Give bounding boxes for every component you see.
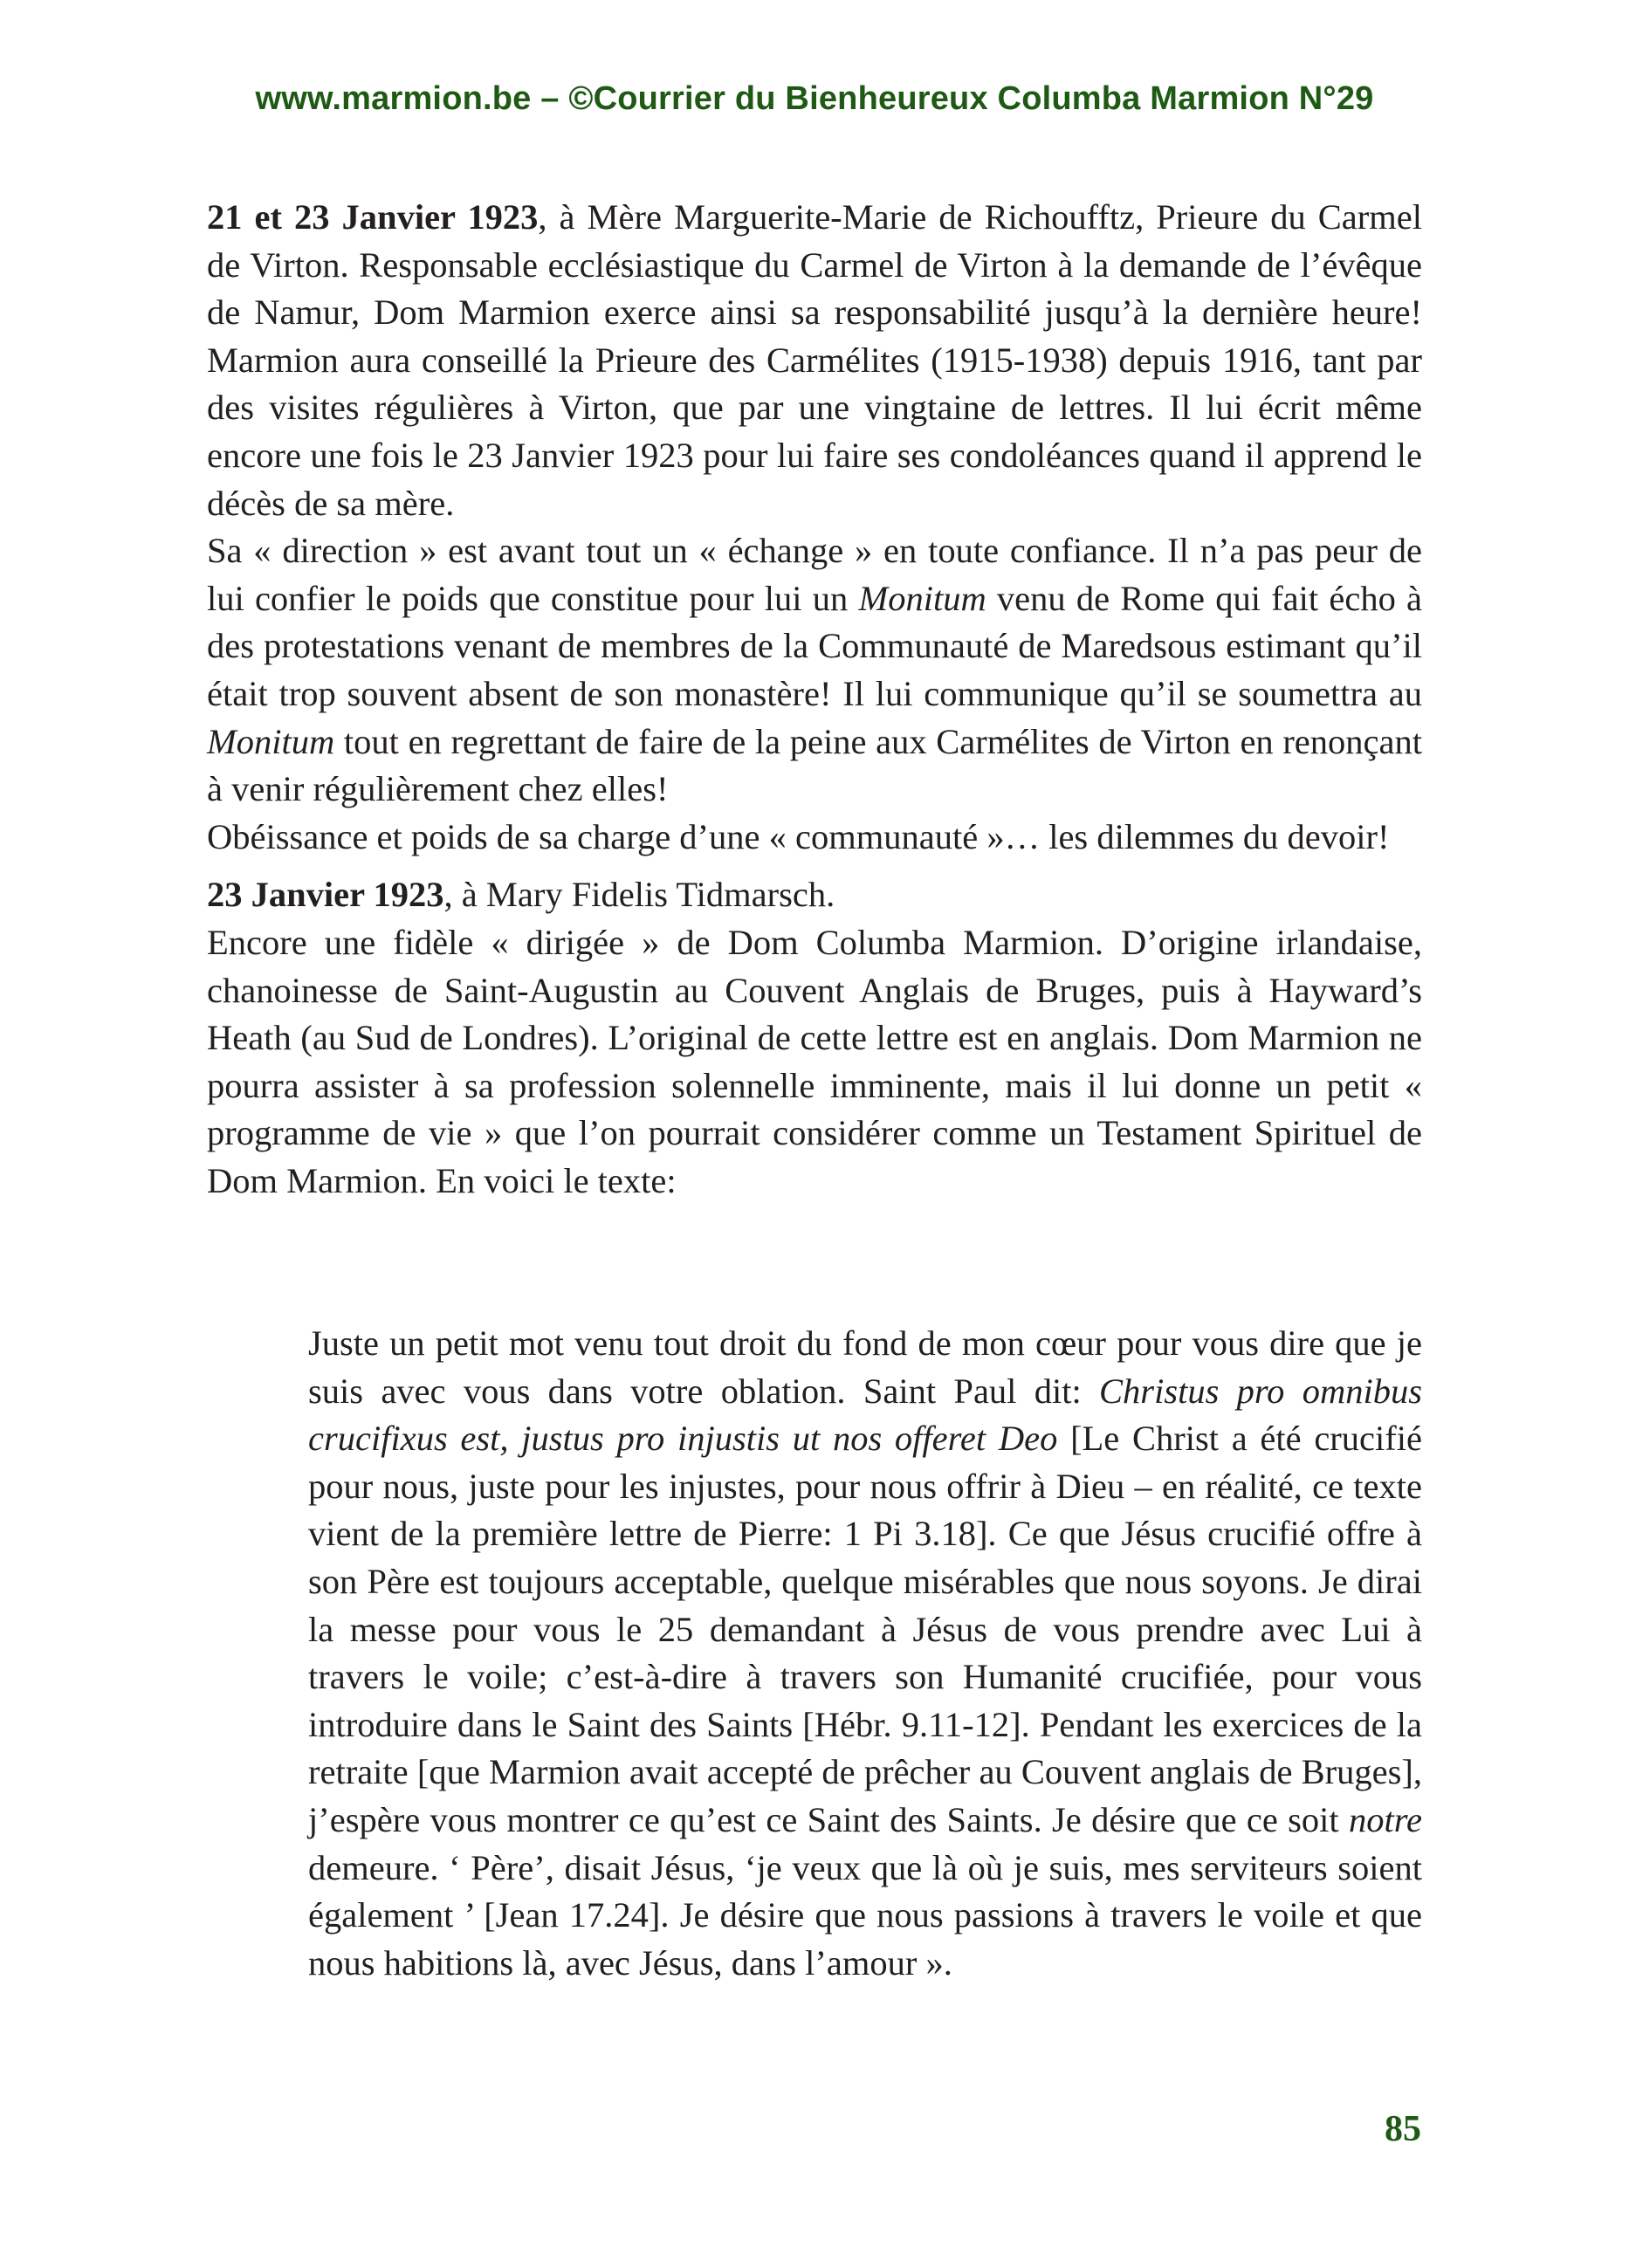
monitum-term: Monitum: [858, 578, 986, 618]
direction-text-c: tout en regrettant de faire de la peine aux Carmélites de Virton en renonçant à venir régulièrement chez elles!: [207, 721, 1422, 809]
entry-2-description-paragraph: Encore une fidèle « dirigée » de Dom Columba Marmion. D’origine irlandaise, chanoinesse de Saint-Augustin au Couvent Anglais de Bruges, puis à Hayward’s Heath (au Sud de Londres). L’original de cette lettre est en anglais. Dom Marmion ne pourra assister à sa profession solennelle imminente, mais il lui donne un petit « programme de vie » que l’on pourrait considérer comme un Testament Spirituel de Dom Marmion. En voici le texte:: [207, 922, 1422, 1200]
quote-text-a: Juste un petit mot venu tout droit du fond de mon cœur pour vous dire que je suis avec vous dans votre oblation. Saint Paul dit:: [308, 1323, 1422, 1411]
entry-2-intro-text: , à Mary Fidelis Tidmarsch.: [443, 875, 835, 915]
entry-1-conclusion-paragraph: Obéissance et poids de sa charge d’une « communauté »… les dilemmes du devoir!: [207, 816, 1390, 856]
running-header: www.marmion.be – ©Courrier du Bienheureux Columba Marmion N°29: [255, 80, 1374, 117]
monitum-term: Monitum: [207, 721, 335, 761]
direction-text-b: venu de Rome qui fait écho à des protestations venant de membres de la Communauté de Maredsous estimant qu’il était trop souvent absent de son monastère! Il lui communique qu’il se soumettra au: [207, 578, 1423, 713]
entry-1-intro-text: , à Mère Marguerite-Marie de Richoufftz, Prieure du Carmel de Virton. Responsable ecclésiastique du Carmel de Virton à la demande de l’évêque de Namur, Dom Marmion exerce ainsi sa responsabilité jusqu’à la dernière heure! Marmion aura conseillé la Prieure des Carmélites (1915-1938) depuis 1916, tant par des visites régulières à Virton, que par une vingtaine de lettres. Il lui écrit même encore une fois le 23 Janvier 1923 pour lui faire ses condoléances quand il apprend le décès de sa mère.: [207, 197, 1422, 523]
entry-1-date: 21 et 23 Janvier 1923: [207, 197, 539, 237]
latin-citation: Christus pro omnibus crucifixus est, justus pro injustis ut nos offeret Deo: [308, 1371, 1422, 1459]
entry-2-date: 23 Janvier 1923: [207, 875, 444, 915]
entry-1-intro-paragraph: [207, 194, 1422, 527]
quote-text-b: [Le Christ a été crucifié pour nous, juste pour les injustes, pour nous offrir à Dieu – en réalité, ce texte vient de la première lettre de Pierre: 1 Pi 3.18]. Ce que Jésus crucifié offre à son Père est toujours acceptable, quelque misérables que nous soyons. Je dirai la messe pour vous le 25 demandant à Jésus de vous prendre avec Lui à travers le voile; c’est-à-dire à travers son Humanité crucifiée, pour vous introduire dans le Saint des Saints [Hébr. 9.11-12]. Pendant les exercices de la retraite [que Marmion avait accepté de prêcher au Couvent anglais de Bruges], j’espère vous montrer ce qu’est ce Saint des Saints. Je désire que ce soit: [308, 1419, 1422, 1839]
main-text: [207, 194, 1422, 1205]
letter-quote-block: [308, 1320, 1422, 1987]
emphasis-notre: notre: [1349, 1799, 1422, 1839]
page-number: 85: [1385, 2109, 1421, 2149]
quote-text-c: demeure. ‘ Père’, disait Jésus, ‘je veux que là où je suis, mes serviteurs soient également ’ [Jean 17.24]. Je désire que nous passions à travers le voile et que nous habitions là, avec Jésus, dans l’amour ».: [308, 1847, 1422, 1983]
direction-text-a: Sa « direction » est avant tout un « échange » en toute confiance. Il n’a pas peur de lui confier le poids que constitue pour lui un: [207, 531, 1422, 618]
entry-1-direction-paragraph: [207, 527, 1422, 814]
entry-2-intro-paragraph: [207, 871, 1422, 919]
